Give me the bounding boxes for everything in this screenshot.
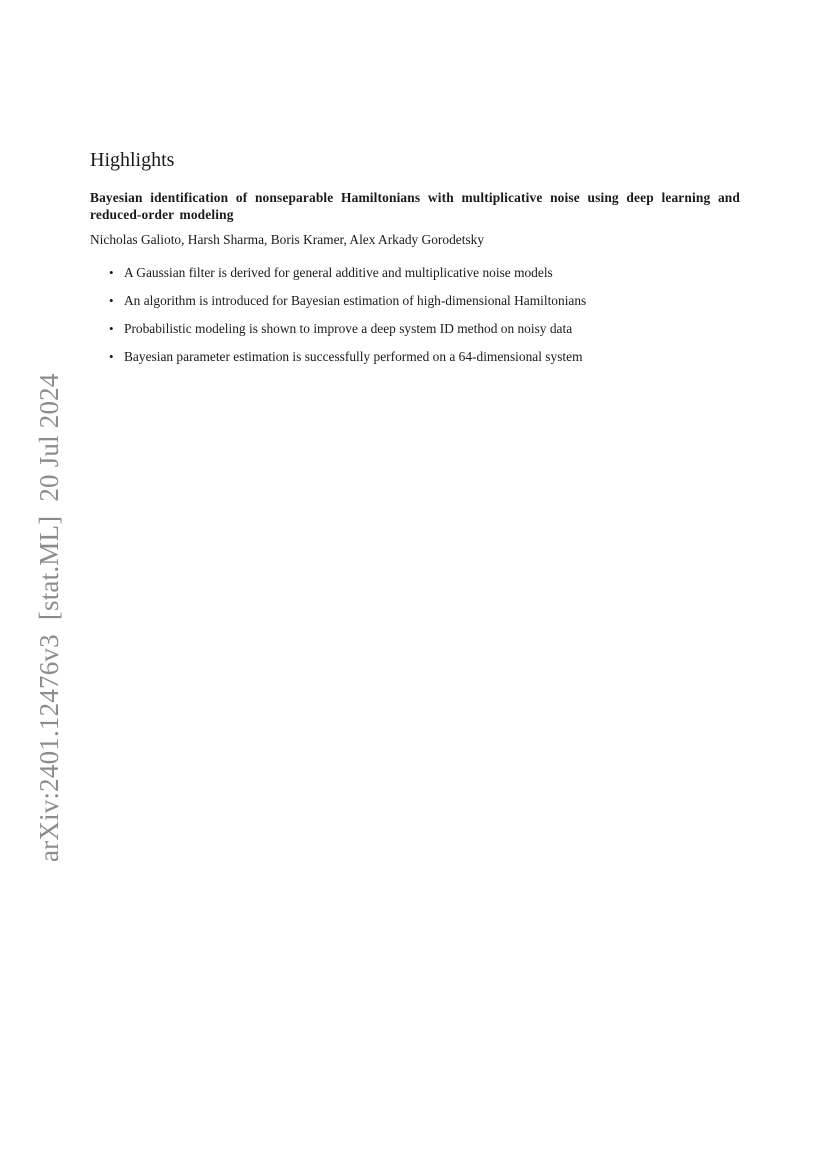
- bullet-icon: •: [109, 265, 114, 280]
- highlight-item: [109, 348, 740, 365]
- highlight-item: [109, 292, 740, 309]
- highlights-list: [90, 264, 740, 365]
- arxiv-date: 20 Jul 2024: [34, 373, 64, 502]
- highlight-text: Bayesian parameter estimation is successfully performed on a 64-dimensional system: [124, 349, 583, 364]
- arxiv-category: [stat.ML]: [34, 515, 64, 621]
- bullet-icon: •: [109, 293, 114, 308]
- highlight-text: A Gaussian filter is derived for general additive and multiplicative noise models: [124, 265, 553, 280]
- arxiv-identifier: arXiv:2401.12476v3: [34, 634, 64, 862]
- highlights-section: [90, 148, 740, 376]
- highlight-text: An algorithm is introduced for Bayesian estimation of high-dimensional Hamiltonians: [124, 293, 587, 308]
- highlight-text: Probabilistic modeling is shown to improve a deep system ID method on noisy data: [124, 321, 573, 336]
- paper-title: Bayesian identification of nonseparable Hamiltonians with multiplicative noise using deep learning and reduced-order modeling: [90, 190, 740, 222]
- highlight-item: [109, 320, 740, 337]
- highlight-item: [109, 264, 740, 281]
- highlights-heading: Highlights: [90, 149, 175, 171]
- paper-authors: Nicholas Galioto, Harsh Sharma, Boris Kramer, Alex Arkady Gorodetsky: [90, 232, 485, 247]
- bullet-icon: •: [109, 321, 114, 336]
- bullet-icon: •: [109, 349, 114, 364]
- arxiv-stamp: [36, 373, 63, 862]
